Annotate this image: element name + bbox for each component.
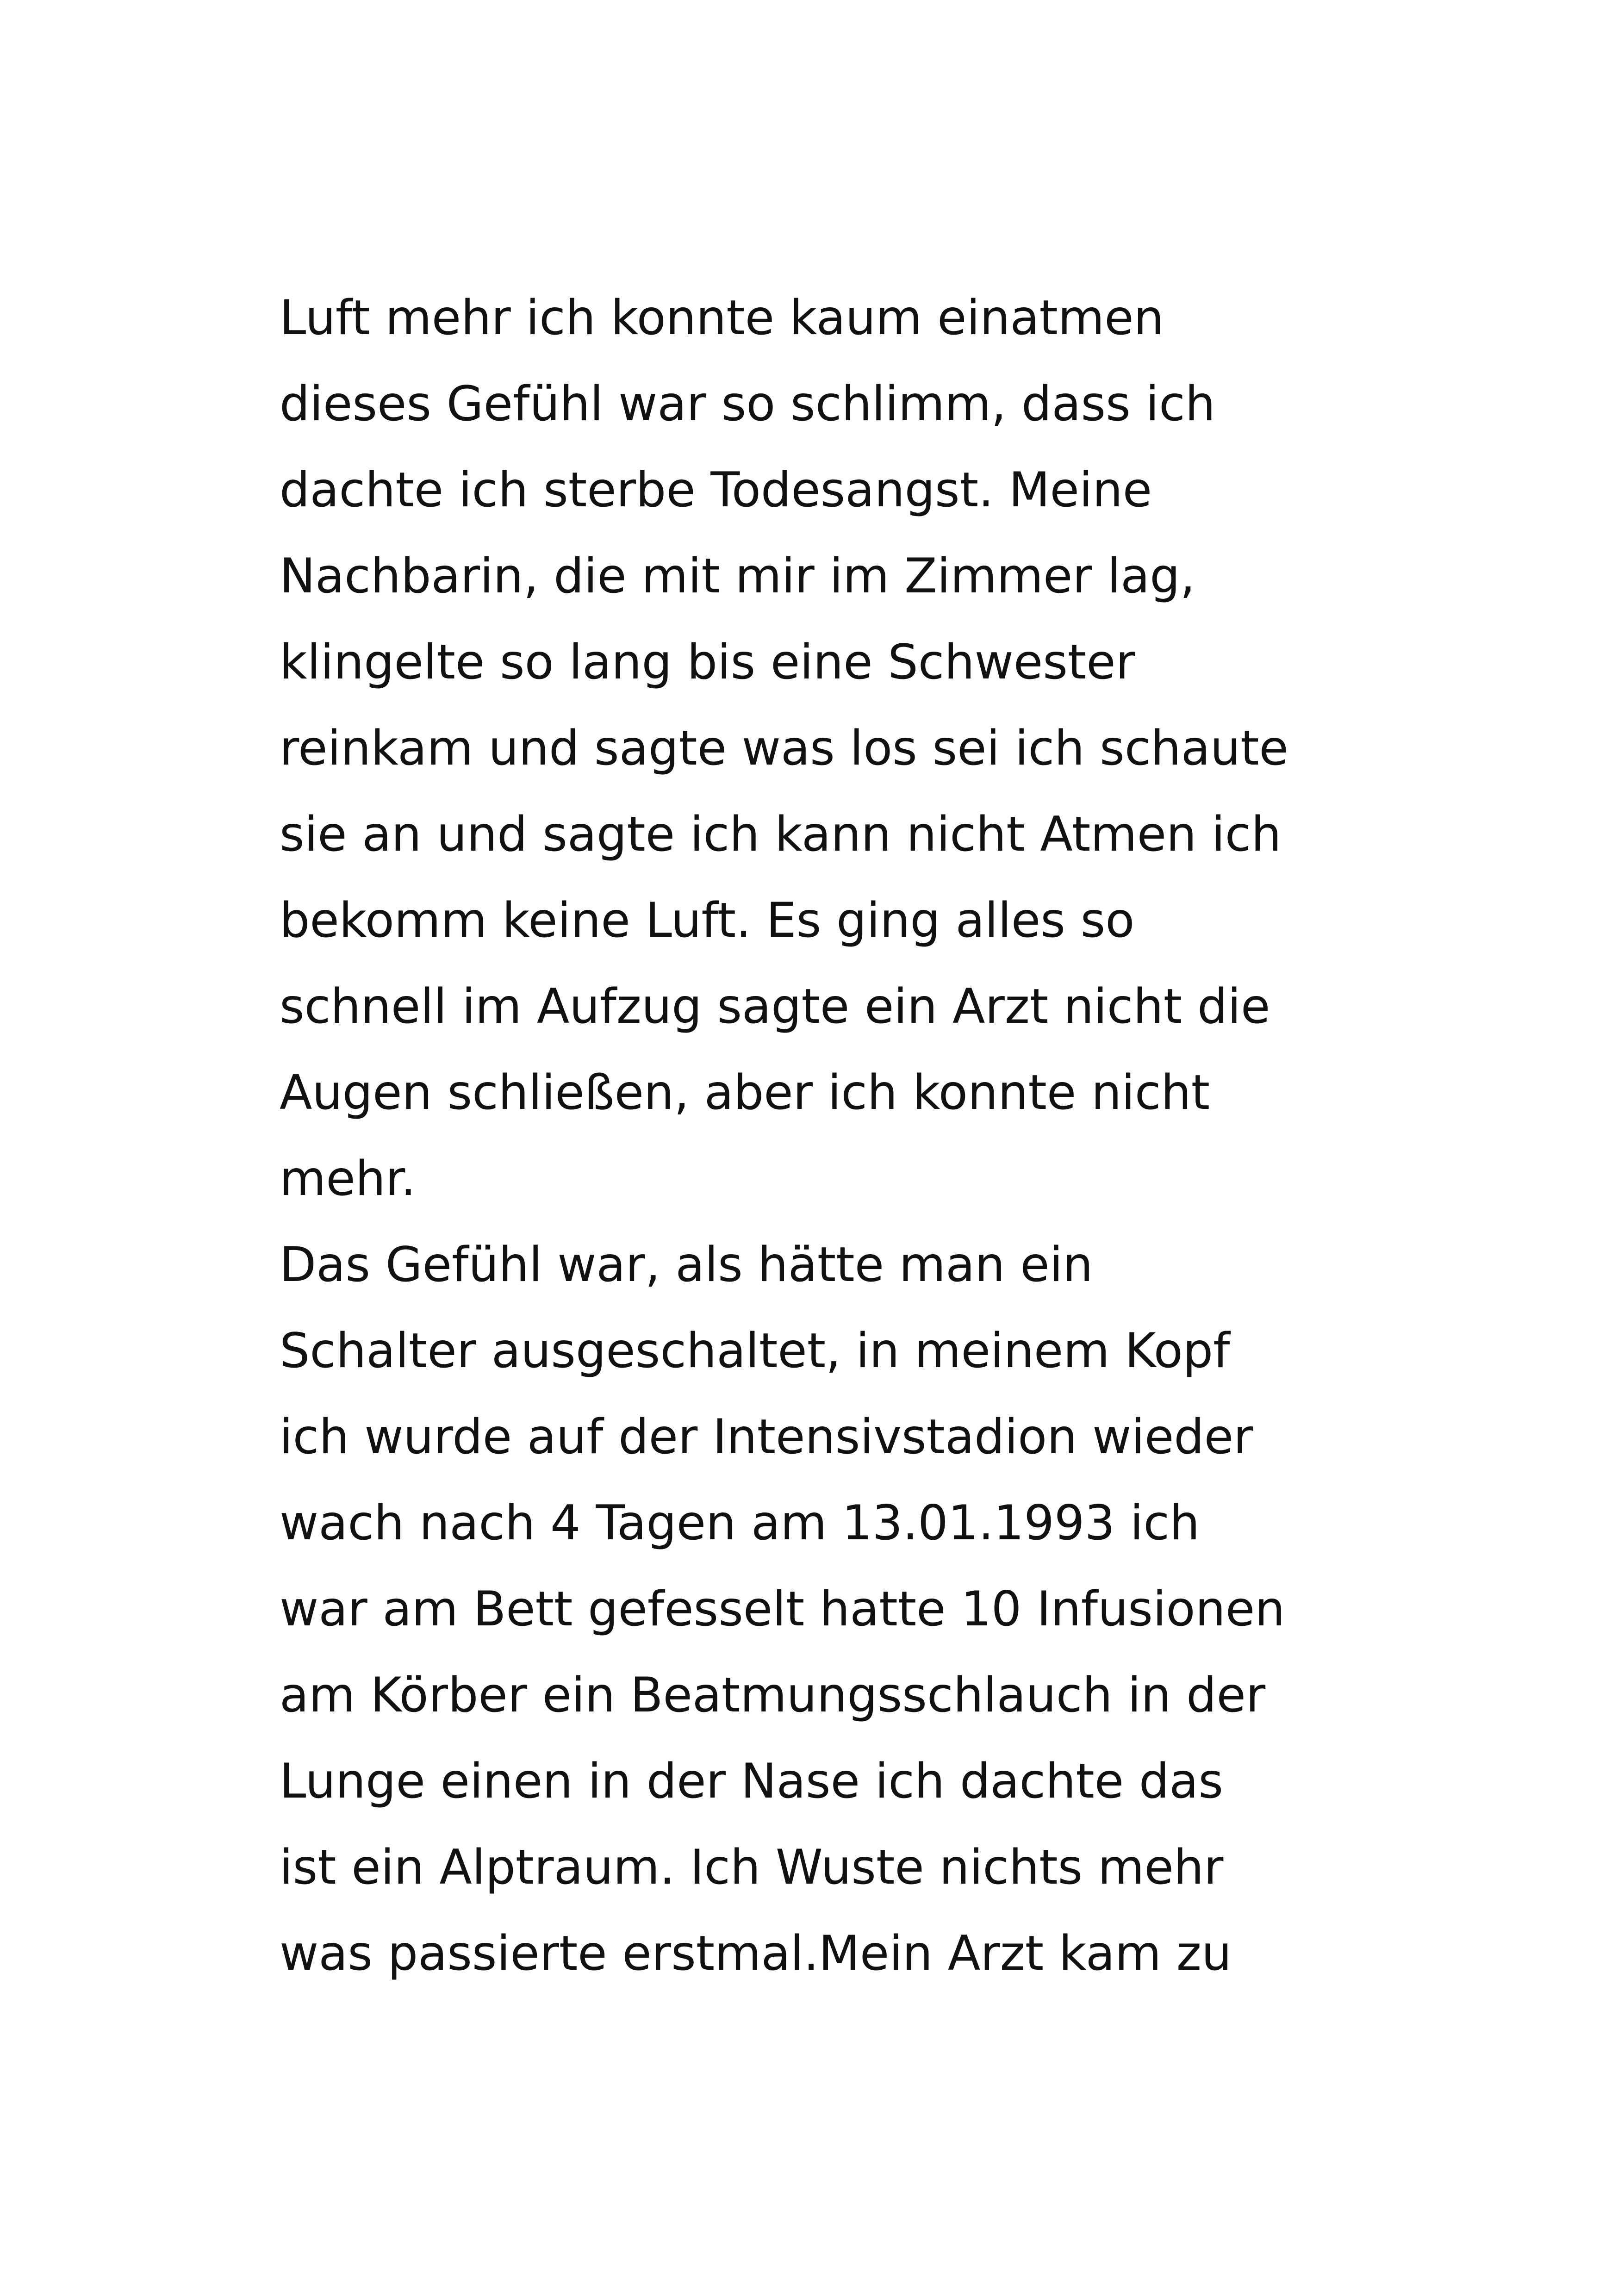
text-line: Nachbarin, die mit mir im Zimmer lag, <box>280 548 1195 604</box>
text-line: dieses Gefühl war so schlimm, dass ich <box>280 376 1216 432</box>
text-line: ich wurde auf der Intensivstadion wieder <box>280 1409 1253 1465</box>
text-line: schnell im Aufzug sagte ein Arzt nicht die <box>280 979 1270 1034</box>
text-line: was passierte erstmal.Mein Arzt kam zu <box>280 1926 1232 1981</box>
text-line: am Körber ein Beatmungsschlauch in der <box>280 1668 1266 1723</box>
text-line: mehr. <box>280 1151 416 1207</box>
text-line: Luft mehr ich konnte kaum einatmen <box>280 290 1164 346</box>
text-line: reinkam und sagte was los sei ich schaute <box>280 721 1288 776</box>
text-line: bekomm keine Luft. Es ging alles so <box>280 893 1135 948</box>
text-line: klingelte so lang bis eine Schwester <box>280 635 1136 690</box>
text-line: Augen schließen, aber ich konnte nicht <box>280 1065 1210 1120</box>
text-line: sie an und sagte ich kann nicht Atmen ich <box>280 807 1282 862</box>
text-line: ist ein Alptraum. Ich Wuste nichts mehr <box>280 1840 1224 1895</box>
body-text <box>280 275 1437 1997</box>
text-line: wach nach 4 Tagen am 13.01.1993 ich <box>280 1495 1200 1551</box>
text-line: Lunge einen in der Nase ich dachte das <box>280 1754 1224 1809</box>
text-line: Das Gefühl war, als hätte man ein <box>280 1237 1093 1293</box>
text-line: Schalter ausgeschaltet, in meinem Kopf <box>280 1323 1230 1379</box>
text-line: war am Bett gefesselt hatte 10 Infusionen <box>280 1581 1285 1637</box>
text-line: dachte ich sterbe Todesangst. Meine <box>280 462 1152 518</box>
